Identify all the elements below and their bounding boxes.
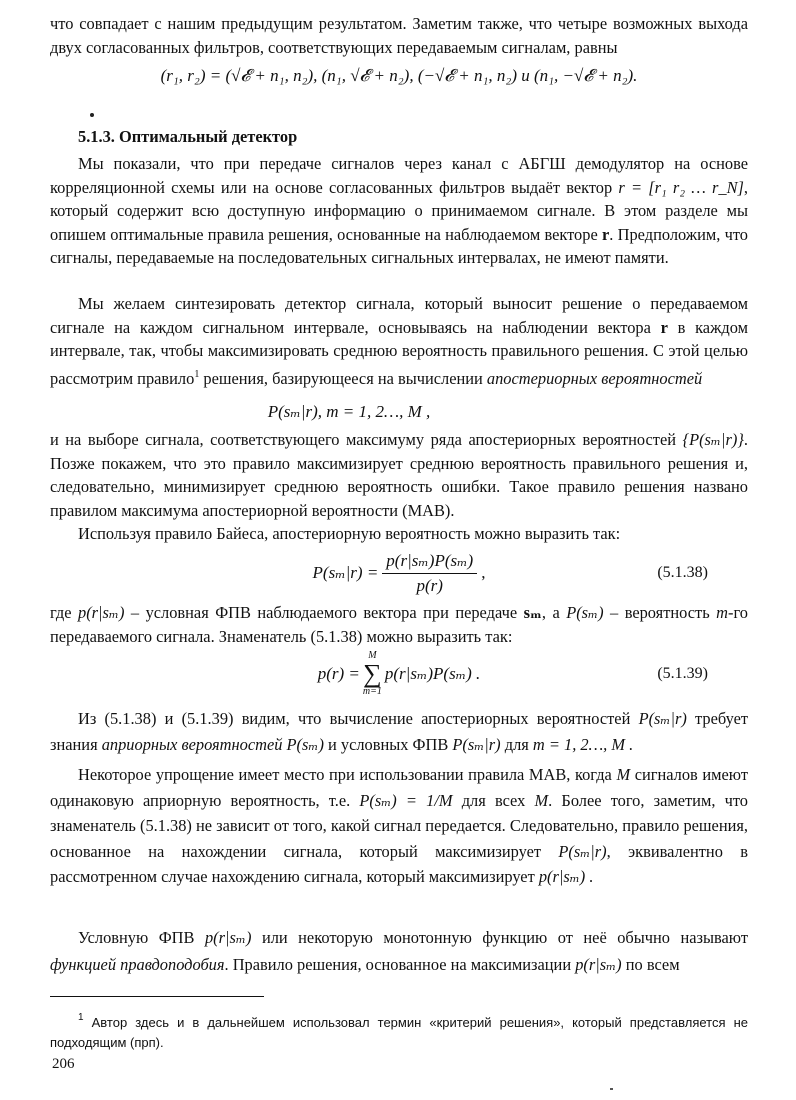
equation-posterior-list [50, 392, 748, 432]
equation-number: (5.1.38) [657, 564, 708, 581]
math-prior: P(sₘ) [566, 603, 604, 622]
text-run: решения, базирующееся на вычислении [203, 368, 483, 388]
footnote [50, 1008, 748, 1053]
equation-number: (5.1.39) [657, 665, 708, 682]
math-M: M [534, 790, 549, 810]
text-italic: апостериорных вероятностей [486, 368, 703, 388]
text-run: , а [541, 603, 560, 622]
text-run: для всех [461, 790, 526, 810]
paragraph-intro [50, 12, 748, 59]
footnote-mark: 1 [78, 1012, 84, 1023]
math-vector-r: r [602, 224, 610, 244]
footnote-reference: 1 [194, 368, 200, 380]
text-run: в каждом интервале, так, чтобы максимизировать среднюю вероятность правильного решения. С этой целью рассмотрим правило [50, 317, 748, 388]
equation-5-1-38 [50, 546, 748, 600]
text-italic: функцией правдоподобия [50, 955, 225, 974]
math-likelihood: p(r|sₘ) [204, 928, 252, 947]
text-italic: априорных вероятностей [101, 735, 283, 754]
paragraph-6 [50, 706, 748, 758]
text-run: Мы желаем синтезировать детектор сигнала, который выносит решение о передаваемом сигнале на каждом сигнальном интервале, основываясь на наблюдении вектора [50, 294, 748, 337]
scan-speck [610, 1088, 613, 1090]
text-run: – условная ФПВ наблюдаемого вектора при передаче [130, 603, 518, 622]
equation-punct: , [481, 563, 486, 582]
math-likelihood: p(r|sₘ) [575, 955, 622, 974]
paragraph-4 [50, 522, 748, 546]
math-likelihood: p(r|sₘ) [78, 603, 125, 622]
text-run: , эквивалентно в рассмотренном случае нахождению сигнала, который максимизирует [50, 841, 748, 887]
math-posterior: P(sₘ|r) [638, 709, 687, 728]
sum-upper-limit: M [368, 650, 377, 661]
equation-5-1-39 [50, 646, 748, 702]
paragraph-3 [50, 428, 748, 522]
section-heading: 5.1.3. Оптимальный детектор [78, 127, 298, 146]
text-run: Мы показали, что при передаче сигналов через канал с АБГШ демодулятор на основе корреляционной схемы или на основе согласованных фильтров выдаёт вектор [50, 154, 748, 197]
math-equal-prior: P(sₘ) = 1/M [359, 790, 453, 810]
text-run: для [504, 735, 529, 754]
footnote-text: Автор здесь и в дальнейшем использовал термин «критерий решения», который представляется не подходящим (прп). [50, 1015, 748, 1050]
equation-lhs: P(sₘ|r) = [312, 563, 379, 582]
fraction-numerator: p(r|sₘ)P(sₘ) [382, 551, 477, 574]
math-posterior: P(sₘ|r) [452, 735, 501, 754]
text-run: – вероятность [610, 603, 710, 622]
text-run: Используя правило Байеса, апостериорную вероятность можно выразить так: [78, 524, 621, 543]
text-run: . Позже покажем, что это правило максимизирует среднюю вероятность правильного решения и, следовательно, минимизирует среднюю вероятность ошибки. Такое правило решения названо правилом максимума апостериорной вероятности (МАВ). [50, 430, 748, 520]
math-likelihood: p(r|sₘ) . [538, 867, 594, 887]
equation-fraction [382, 551, 477, 596]
math-index-m: m [716, 603, 728, 622]
page-number: 206 [52, 1056, 75, 1072]
sigma-icon: ∑ [363, 659, 382, 688]
text-run: и условных ФПВ [328, 735, 449, 754]
math-posterior: P(sₘ|r) [558, 841, 607, 861]
paragraph-1 [50, 152, 748, 270]
text-run: -го передаваемого сигнала. Знаменатель (5.1.38) можно выразить так: [50, 603, 748, 646]
summation-symbol [363, 651, 382, 697]
equation-text: P(sₘ|r), m = 1, 2…, M , [267, 402, 431, 421]
text-run: , который содержит всю доступную информацию о принимаемом сигнале. В этом разделе мы опишем оптимальные правила решения, основанные на наблюдаемом векторе [50, 177, 748, 244]
equation-filter-outputs [50, 55, 748, 97]
equation-text: (r₁, r₂) = (√𝓔 + n₁, n₂), (n₁, √𝓔 + n₂), (−√𝓔 + n₁, n₂) и (n₁, −√𝓔 + n₂). [160, 66, 638, 85]
text-run: Некоторое упрощение имеет место при использовании правила МАВ, когда [78, 765, 612, 784]
text-run: где [50, 603, 72, 622]
text-run: Условную ФПВ [78, 928, 195, 947]
math-index-range: m = 1, 2…, M . [532, 735, 634, 754]
text-run: . Более того, заметим, что знаменатель (5.1.38) не зависит от того, какой сигнал передается. Следовательно, правило решения, основанное на нахождении сигнала, который максимизирует [50, 790, 748, 861]
text-run: по всем [625, 955, 680, 974]
paragraph-7 [50, 762, 748, 890]
text-run: Из (5.1.38) и (5.1.39) видим, что вычисление апостериорных вероятностей [78, 709, 631, 728]
math-vector-r-definition: r = [r₁ r₂ … r_N] [618, 177, 744, 197]
footnote-divider [50, 996, 264, 997]
text-run: требует знания [50, 709, 749, 754]
sum-lower-limit: m=1 [362, 686, 382, 697]
text-run: или некоторую монотонную функцию от неё обычно называют [261, 928, 749, 947]
fraction-denominator: p(r) [416, 575, 443, 595]
paragraph-8 [50, 924, 748, 978]
equation-lhs: p(r) = [317, 664, 360, 683]
paragraph-2 [50, 292, 748, 390]
text-run: . Правило решения, основанное на максимизации [224, 955, 572, 974]
math-vector-r: r [660, 317, 668, 337]
text-run: сигналов имеют одинаковую априорную вероятность, т.е. [50, 765, 748, 810]
paragraph-5 [50, 601, 748, 648]
text-run: что совпадает с нашим предыдущим результатом. Заметим также, что четыре возможных выхода двух согласованных фильтров, соответствующих передаваемым сигналам, равны [50, 14, 748, 57]
equation-rhs: p(r|sₘ)P(sₘ) . [384, 664, 481, 683]
text-run: . Предположим, что сигналы, передаваемые на последовательных сигнальных интервалах, не имеют памяти. [50, 224, 748, 267]
math-signal-sm: sₘ [523, 603, 542, 622]
math-posterior-set: {P(sₘ|r)} [682, 430, 744, 449]
text-run: и на выборе сигнала, соответствующего максимуму ряда апостериорных вероятностей [50, 430, 677, 449]
scan-speck [90, 113, 94, 117]
math-prior: P(sₘ) [286, 735, 324, 754]
math-M: M [616, 765, 631, 784]
